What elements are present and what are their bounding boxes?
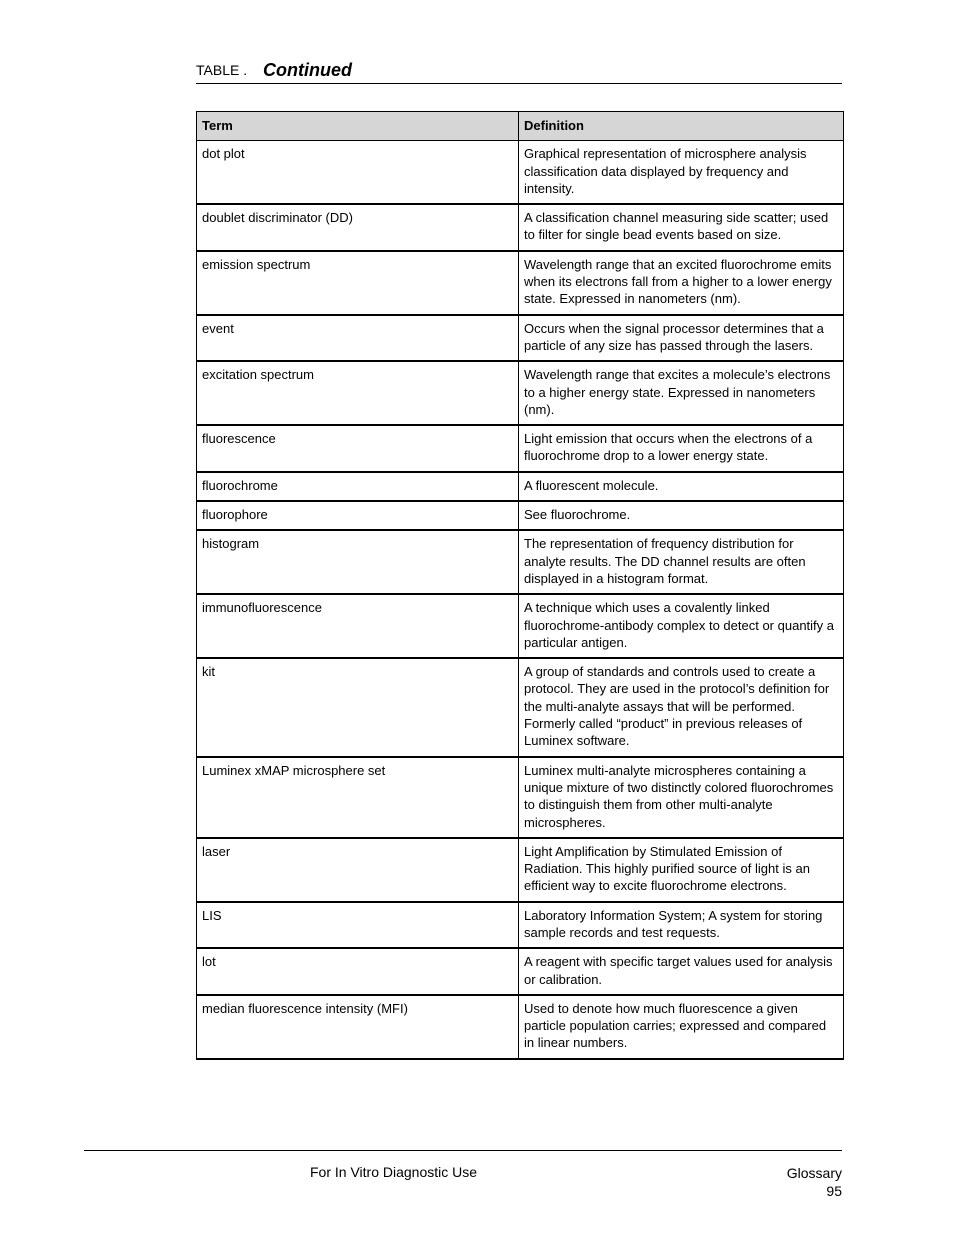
definition-cell: Wavelength range that excites a molecule’s electrons to a higher energy state. Expressed in nanometers (nm).	[519, 361, 844, 425]
definition-cell: A technique which uses a covalently linked fluorochrome-antibody complex to detect or quantify a particular antigen.	[519, 594, 844, 658]
table-caption	[196, 59, 842, 84]
table-row	[197, 658, 844, 756]
footer-page-info	[787, 1164, 842, 1200]
table-row	[197, 204, 844, 251]
term-cell: LIS	[197, 902, 519, 949]
definition-cell: Luminex multi-analyte microspheres containing a unique mixture of two distinctly colored fluorochromes to distinguish them from other multi-analyte microspheres.	[519, 757, 844, 838]
definition-cell: Occurs when the signal processor determines that a particle of any size has passed through the lasers.	[519, 315, 844, 362]
definition-cell: A group of standards and controls used to create a protocol. They are used in the protocol’s definition for the multi-analyte assays that will be performed. Formerly called “product” in previous releases of Luminex software.	[519, 658, 844, 756]
definition-cell: Light Amplification by Stimulated Emission of Radiation. This highly purified source of light is an efficient way to excite fluorochrome electrons.	[519, 838, 844, 902]
term-cell: lot	[197, 948, 519, 995]
glossary-table	[196, 111, 844, 1060]
table-row	[197, 501, 844, 530]
table-caption-continued: Continued	[263, 60, 352, 80]
term-cell: Luminex xMAP microsphere set	[197, 757, 519, 838]
definition-cell: Graphical representation of microsphere analysis classification data displayed by frequency and intensity.	[519, 141, 844, 204]
definition-cell: A fluorescent molecule.	[519, 472, 844, 501]
table-row	[197, 838, 844, 902]
column-header-definition: Definition	[519, 112, 844, 141]
table-caption-label: TABLE .	[196, 62, 248, 78]
definition-cell: A reagent with specific target values used for analysis or calibration.	[519, 948, 844, 995]
table-row	[197, 948, 844, 995]
term-cell: fluorescence	[197, 425, 519, 472]
definition-cell: A classification channel measuring side scatter; used to filter for single bead events based on size.	[519, 204, 844, 251]
term-cell: fluorophore	[197, 501, 519, 530]
term-cell: histogram	[197, 530, 519, 594]
term-cell: event	[197, 315, 519, 362]
term-cell: fluorochrome	[197, 472, 519, 501]
term-cell: kit	[197, 658, 519, 756]
table-row	[197, 141, 844, 204]
term-cell: emission spectrum	[197, 251, 519, 315]
footer-divider	[84, 1150, 842, 1151]
table-row	[197, 995, 844, 1059]
term-cell: median fluorescence intensity (MFI)	[197, 995, 519, 1059]
term-cell: laser	[197, 838, 519, 902]
page-number: 95	[826, 1183, 842, 1199]
term-cell: excitation spectrum	[197, 361, 519, 425]
definition-cell: See fluorochrome.	[519, 501, 844, 530]
table-row	[197, 594, 844, 658]
definition-cell: Used to denote how much fluorescence a given particle population carries; expressed and compared in linear numbers.	[519, 995, 844, 1059]
table-header-row	[197, 112, 844, 141]
column-header-term: Term	[197, 112, 519, 141]
table-row	[197, 361, 844, 425]
definition-cell: Light emission that occurs when the electrons of a fluorochrome drop to a lower energy state.	[519, 425, 844, 472]
term-cell: doublet discriminator (DD)	[197, 204, 519, 251]
table-row	[197, 902, 844, 949]
table-row	[197, 472, 844, 501]
definition-cell: Laboratory Information System; A system for storing sample records and test requests.	[519, 902, 844, 949]
table-row	[197, 530, 844, 594]
definition-cell: Wavelength range that an excited fluorochrome emits when its electrons fall from a higher to a lower energy state. Expressed in nanometers (nm).	[519, 251, 844, 315]
term-cell: immunofluorescence	[197, 594, 519, 658]
footer-usage-note: For In Vitro Diagnostic Use	[310, 1164, 478, 1180]
definition-cell: The representation of frequency distribution for analyte results. The DD channel results are often displayed in a histogram format.	[519, 530, 844, 594]
footer-section-name: Glossary	[786, 1165, 842, 1181]
table-row	[197, 757, 844, 838]
table-row	[197, 251, 844, 315]
table-row	[197, 315, 844, 362]
table-row	[197, 425, 844, 472]
term-cell: dot plot	[197, 141, 519, 204]
